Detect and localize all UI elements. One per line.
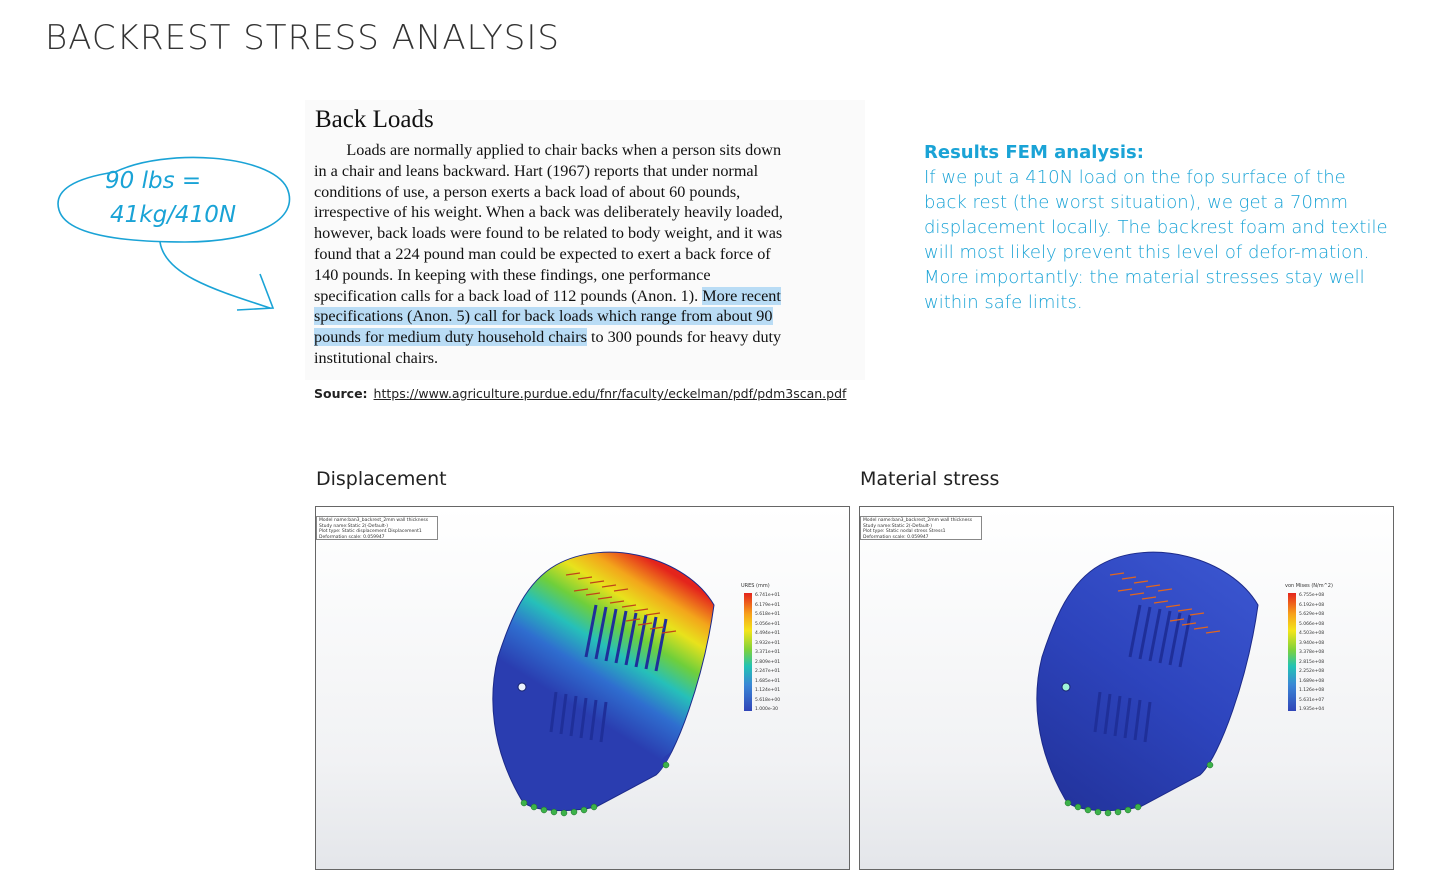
source-link[interactable]: https://www.agriculture.purdue.edu/fnr/faculty/eckelman/pdf/pdm3scan.pdf [373, 386, 847, 401]
legend-tick: 6.741e+01 [755, 593, 781, 598]
legend-tick: 1.126e+08 [1299, 688, 1325, 693]
legend-tick: 3.378e+08 [1299, 650, 1325, 655]
plot-info-line: Deformation scale: 0.059947 [863, 534, 929, 540]
scan-text: to 300 pounds for heavy duty [586, 328, 782, 347]
source-label: Source: [314, 386, 368, 401]
legend-color-bar [1288, 593, 1296, 711]
legend-tick: 5.629e+08 [1299, 612, 1325, 617]
scan-line: 140 pounds. In keeping with these findings, one performance [314, 265, 711, 284]
legend-tick: 3.932e+01 [755, 640, 781, 646]
legend-tick: 6.755e+08 [1299, 593, 1325, 598]
legend-tick: 1.935e+04 [1299, 707, 1325, 712]
legend-tick: 3.940e+08 [1299, 640, 1325, 646]
plot-info-line: Study name:Static 2(-Default-) [319, 523, 389, 529]
material-stress-plot [859, 506, 1394, 870]
highlighted-text: specifications (Anon. 5) call for back loads which range from about 90 [314, 307, 773, 326]
results-title: Results FEM analysis: [924, 142, 1144, 163]
legend-tick: 1.124e+01 [755, 688, 781, 693]
scan-line: conditions of use, a person exerts a back load of about 60 pounds, [314, 182, 741, 201]
scan-heading: Back Loads [315, 106, 434, 133]
displacement-legend [741, 583, 804, 723]
scan-line: institutional chairs. [314, 348, 439, 367]
scan-line [314, 286, 859, 307]
results-block [924, 142, 1394, 315]
scan-text: specification calls for a back load of 112 pounds (Anon. 1). [314, 286, 703, 305]
legend-tick: 1.689e+08 [1299, 678, 1325, 684]
legend-tick: 2.815e+08 [1299, 659, 1325, 665]
legend-tick: 5.631e+07 [1299, 697, 1325, 703]
legend-tick: 6.192e+08 [1299, 602, 1325, 608]
scan-line: Loads are normally applied to chair backs when a person sits down [314, 141, 782, 159]
legend-tick: 3.371e+01 [755, 650, 781, 655]
highlighted-text: More recent [702, 286, 781, 305]
scan-line [314, 306, 859, 327]
displacement-label: Displacement [316, 468, 447, 490]
scan-body [314, 140, 859, 369]
results-text: If we put a 410N load on the fop surface of the back rest (the worst situation), we get a 70mm displacement locally. The backrest foam and textile will most likely prevent this level of defor-mation. More importantly: the material stresses stay well within safe limits. [924, 167, 1388, 313]
scan-line: in a chair and leans backward. Hart (1967) reports that under normal [314, 161, 759, 180]
source-citation [314, 386, 846, 401]
handwritten-note [55, 150, 295, 320]
legend-tick: 5.618e+00 [755, 697, 781, 703]
legend-tick: 2.809e+01 [755, 659, 781, 665]
material-stress-label: Material stress [860, 468, 1000, 490]
page-title: BACKREST STRESS ANALYSIS [45, 18, 560, 58]
plot-info-line: Deformation scale: 0.059947 [319, 534, 385, 540]
plot-info-line: Study name:Static 2(-Default-) [863, 523, 933, 529]
stress-legend [1285, 583, 1348, 723]
plot-info-line: Model name:ban3_backrest_2mm wall thickness [319, 518, 429, 523]
scan-line: however, back loads were found to be related to body weight, and it was [314, 224, 783, 243]
legend-title: URES (mm) [741, 583, 770, 589]
legend-tick: 5.066e+08 [1299, 621, 1325, 627]
highlighted-text: pounds for medium duty household chairs [314, 328, 587, 347]
legend-color-bar [744, 593, 752, 711]
note-line-1: 90 lbs = [105, 168, 202, 194]
legend-tick: 4.503e+08 [1299, 631, 1325, 636]
legend-tick: 2.252e+08 [1299, 669, 1325, 674]
legend-title: von Mises (N/m^2) [1285, 583, 1333, 589]
legend-tick: 1.000e-30 [755, 707, 779, 712]
legend-tick: 6.179e+01 [755, 602, 781, 608]
scan-line: irrespective of his weight. When a back was deliberately heavily loaded, [314, 203, 783, 222]
plot-info-line: Plot type: Static nodal stress Stress1 [863, 529, 946, 534]
legend-tick: 4.494e+01 [755, 631, 781, 636]
scan-line: found that a 224 pound man could be expected to exert a back force of [314, 244, 771, 263]
displacement-plot [315, 506, 850, 870]
plot-info-line: Model name:ban3_backrest_2mm wall thickness [863, 518, 973, 523]
scanned-excerpt [305, 100, 865, 380]
plot-info-line: Plot type: Static displacement Displacement1 [319, 529, 422, 534]
legend-tick: 5.618e+01 [755, 612, 781, 617]
legend-tick: 1.685e+01 [755, 678, 781, 684]
legend-tick: 5.056e+01 [755, 621, 781, 627]
note-line-2: 41kg/410N [110, 202, 237, 228]
legend-tick: 2.247e+01 [755, 669, 781, 674]
scan-line [314, 327, 859, 348]
